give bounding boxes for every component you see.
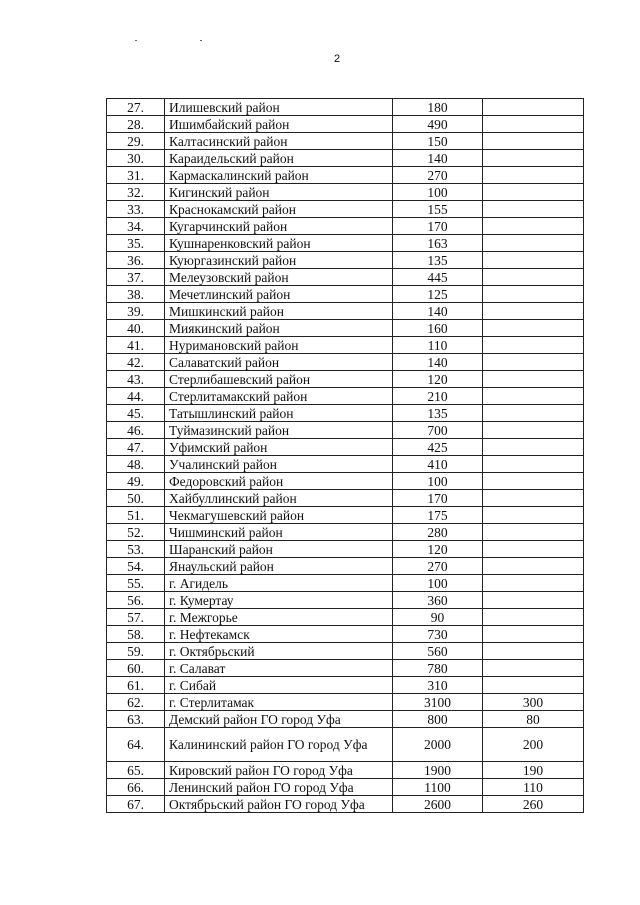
row-number: 52. <box>107 524 165 541</box>
allocation-value: 310 <box>393 677 483 694</box>
table-row <box>107 575 584 592</box>
row-number: 56. <box>107 592 165 609</box>
extra-value <box>483 133 584 150</box>
allocation-value: 730 <box>393 626 483 643</box>
table-row <box>107 473 584 490</box>
table-row <box>107 303 584 320</box>
district-name: г. Нефтекамск <box>165 626 393 643</box>
allocation-table <box>106 98 584 813</box>
row-number: 54. <box>107 558 165 575</box>
table-row <box>107 677 584 694</box>
table-row <box>107 201 584 218</box>
extra-value <box>483 167 584 184</box>
row-number: 28. <box>107 116 165 133</box>
row-number: 64. <box>107 728 165 762</box>
extra-value <box>483 320 584 337</box>
table-row <box>107 592 584 609</box>
scan-speck <box>200 40 202 41</box>
row-number: 44. <box>107 388 165 405</box>
extra-value <box>483 388 584 405</box>
table-row <box>107 541 584 558</box>
allocation-value: 110 <box>393 337 483 354</box>
table-row <box>107 235 584 252</box>
allocation-value: 175 <box>393 507 483 524</box>
district-name: Демский район ГО город Уфа <box>165 711 393 728</box>
extra-value: 200 <box>483 728 584 762</box>
row-number: 57. <box>107 609 165 626</box>
district-name: г. Агидель <box>165 575 393 592</box>
extra-value <box>483 337 584 354</box>
row-number: 45. <box>107 405 165 422</box>
district-name: Ленинский район ГО город Уфа <box>165 779 393 796</box>
extra-value <box>483 609 584 626</box>
table-row <box>107 796 584 813</box>
extra-value: 110 <box>483 779 584 796</box>
district-name: Миякинский район <box>165 320 393 337</box>
district-name: Чекмагушевский район <box>165 507 393 524</box>
district-name: Татышлинский район <box>165 405 393 422</box>
table-row <box>107 371 584 388</box>
extra-value <box>483 541 584 558</box>
table-row <box>107 354 584 371</box>
row-number: 30. <box>107 150 165 167</box>
extra-value <box>483 405 584 422</box>
row-number: 63. <box>107 711 165 728</box>
row-number: 67. <box>107 796 165 813</box>
table-row <box>107 388 584 405</box>
district-name: Федоровский район <box>165 473 393 490</box>
extra-value <box>483 218 584 235</box>
district-name: г. Салават <box>165 660 393 677</box>
row-number: 49. <box>107 473 165 490</box>
table-row <box>107 252 584 269</box>
district-name: Мелеузовский район <box>165 269 393 286</box>
allocation-value: 100 <box>393 575 483 592</box>
row-number: 39. <box>107 303 165 320</box>
district-name: Стерлибашевский район <box>165 371 393 388</box>
district-name: Уфимский район <box>165 439 393 456</box>
district-name: Учалинский район <box>165 456 393 473</box>
extra-value <box>483 354 584 371</box>
extra-value <box>483 116 584 133</box>
district-name: Калтасинский район <box>165 133 393 150</box>
allocation-value: 135 <box>393 252 483 269</box>
table-row <box>107 762 584 779</box>
table-row <box>107 337 584 354</box>
district-name: г. Стерлитамак <box>165 694 393 711</box>
extra-value <box>483 677 584 694</box>
extra-value <box>483 660 584 677</box>
allocation-value: 780 <box>393 660 483 677</box>
district-name: Кигинский район <box>165 184 393 201</box>
row-number: 41. <box>107 337 165 354</box>
allocation-value: 490 <box>393 116 483 133</box>
extra-value <box>483 269 584 286</box>
allocation-value: 270 <box>393 558 483 575</box>
extra-value <box>483 99 584 116</box>
table-row <box>107 694 584 711</box>
table-row <box>107 116 584 133</box>
district-name: Шаранский район <box>165 541 393 558</box>
allocation-value: 100 <box>393 184 483 201</box>
district-name: Янаульский район <box>165 558 393 575</box>
allocation-value: 425 <box>393 439 483 456</box>
allocation-value: 140 <box>393 303 483 320</box>
row-number: 32. <box>107 184 165 201</box>
table-row <box>107 422 584 439</box>
extra-value <box>483 558 584 575</box>
row-number: 27. <box>107 99 165 116</box>
extra-value <box>483 575 584 592</box>
table-row <box>107 728 584 762</box>
table-row <box>107 609 584 626</box>
extra-value <box>483 422 584 439</box>
extra-value <box>483 456 584 473</box>
row-number: 58. <box>107 626 165 643</box>
extra-value: 190 <box>483 762 584 779</box>
row-number: 35. <box>107 235 165 252</box>
district-name: г. Межгорье <box>165 609 393 626</box>
table-row <box>107 660 584 677</box>
scan-speck <box>135 40 137 41</box>
district-name: Октябрьский район ГО город Уфа <box>165 796 393 813</box>
allocation-value: 180 <box>393 99 483 116</box>
allocation-value: 360 <box>393 592 483 609</box>
extra-value <box>483 371 584 388</box>
table-row <box>107 711 584 728</box>
district-name: г. Кумертау <box>165 592 393 609</box>
district-name: Кугарчинский район <box>165 218 393 235</box>
row-number: 37. <box>107 269 165 286</box>
row-number: 34. <box>107 218 165 235</box>
page-number: 2 <box>334 53 341 65</box>
allocation-value: 163 <box>393 235 483 252</box>
district-name: Стерлитамакский район <box>165 388 393 405</box>
row-number: 38. <box>107 286 165 303</box>
row-number: 61. <box>107 677 165 694</box>
table-row <box>107 320 584 337</box>
row-number: 53. <box>107 541 165 558</box>
table-row <box>107 184 584 201</box>
extra-value <box>483 592 584 609</box>
row-number: 47. <box>107 439 165 456</box>
allocation-value: 170 <box>393 490 483 507</box>
table-row <box>107 286 584 303</box>
table-row <box>107 439 584 456</box>
row-number: 29. <box>107 133 165 150</box>
allocation-value: 90 <box>393 609 483 626</box>
extra-value: 80 <box>483 711 584 728</box>
row-number: 60. <box>107 660 165 677</box>
district-name: Кировский район ГО город Уфа <box>165 762 393 779</box>
table-row <box>107 150 584 167</box>
district-name: Краснокамский район <box>165 201 393 218</box>
row-number: 59. <box>107 643 165 660</box>
table-row <box>107 626 584 643</box>
district-name: Чишминский район <box>165 524 393 541</box>
row-number: 33. <box>107 201 165 218</box>
table-row <box>107 405 584 422</box>
allocation-value: 800 <box>393 711 483 728</box>
table-row <box>107 558 584 575</box>
row-number: 62. <box>107 694 165 711</box>
extra-value <box>483 524 584 541</box>
extra-value <box>483 626 584 643</box>
row-number: 66. <box>107 779 165 796</box>
district-name: Ишимбайский район <box>165 116 393 133</box>
row-number: 46. <box>107 422 165 439</box>
allocation-value: 1100 <box>393 779 483 796</box>
allocation-value: 700 <box>393 422 483 439</box>
allocation-value: 160 <box>393 320 483 337</box>
extra-value <box>483 235 584 252</box>
table-row <box>107 99 584 116</box>
row-number: 51. <box>107 507 165 524</box>
extra-value <box>483 150 584 167</box>
district-name: Калининский район ГО город Уфа <box>165 728 393 762</box>
allocation-value: 100 <box>393 473 483 490</box>
row-number: 36. <box>107 252 165 269</box>
extra-value <box>483 201 584 218</box>
allocation-value: 140 <box>393 150 483 167</box>
district-name: Салаватский район <box>165 354 393 371</box>
row-number: 31. <box>107 167 165 184</box>
district-name: Караидельский район <box>165 150 393 167</box>
district-name: г. Октябрьский <box>165 643 393 660</box>
row-number: 40. <box>107 320 165 337</box>
district-name: Нуримановский район <box>165 337 393 354</box>
table-row <box>107 507 584 524</box>
row-number: 48. <box>107 456 165 473</box>
allocation-value: 410 <box>393 456 483 473</box>
allocation-value: 135 <box>393 405 483 422</box>
allocation-value: 120 <box>393 371 483 388</box>
table-row <box>107 643 584 660</box>
district-name: Илишевский район <box>165 99 393 116</box>
row-number: 55. <box>107 575 165 592</box>
table-row <box>107 269 584 286</box>
extra-value <box>483 490 584 507</box>
extra-value <box>483 303 584 320</box>
allocation-value: 2000 <box>393 728 483 762</box>
row-number: 42. <box>107 354 165 371</box>
district-name: Кармаскалинский район <box>165 167 393 184</box>
extra-value <box>483 286 584 303</box>
table-row <box>107 490 584 507</box>
allocation-value: 280 <box>393 524 483 541</box>
extra-value <box>483 643 584 660</box>
allocation-value: 2600 <box>393 796 483 813</box>
extra-value <box>483 507 584 524</box>
table-row <box>107 218 584 235</box>
allocation-value: 170 <box>393 218 483 235</box>
district-name: г. Сибай <box>165 677 393 694</box>
extra-value <box>483 439 584 456</box>
extra-value: 260 <box>483 796 584 813</box>
table-row <box>107 167 584 184</box>
table-row <box>107 456 584 473</box>
table-row <box>107 133 584 150</box>
allocation-value: 210 <box>393 388 483 405</box>
district-name: Мишкинский район <box>165 303 393 320</box>
allocation-value: 120 <box>393 541 483 558</box>
allocation-value: 560 <box>393 643 483 660</box>
row-number: 50. <box>107 490 165 507</box>
row-number: 43. <box>107 371 165 388</box>
extra-value <box>483 473 584 490</box>
allocation-value: 125 <box>393 286 483 303</box>
allocation-value: 445 <box>393 269 483 286</box>
table-body <box>107 99 584 813</box>
district-name: Кушнаренковский район <box>165 235 393 252</box>
extra-value <box>483 184 584 201</box>
allocation-value: 140 <box>393 354 483 371</box>
allocation-value: 3100 <box>393 694 483 711</box>
district-name: Мечетлинский район <box>165 286 393 303</box>
table-row <box>107 779 584 796</box>
allocation-value: 1900 <box>393 762 483 779</box>
extra-value: 300 <box>483 694 584 711</box>
district-name: Хайбуллинский район <box>165 490 393 507</box>
district-name: Куюргазинский район <box>165 252 393 269</box>
extra-value <box>483 252 584 269</box>
table-row <box>107 524 584 541</box>
allocation-value: 155 <box>393 201 483 218</box>
row-number: 65. <box>107 762 165 779</box>
allocation-value: 270 <box>393 167 483 184</box>
district-name: Туймазинский район <box>165 422 393 439</box>
allocation-value: 150 <box>393 133 483 150</box>
